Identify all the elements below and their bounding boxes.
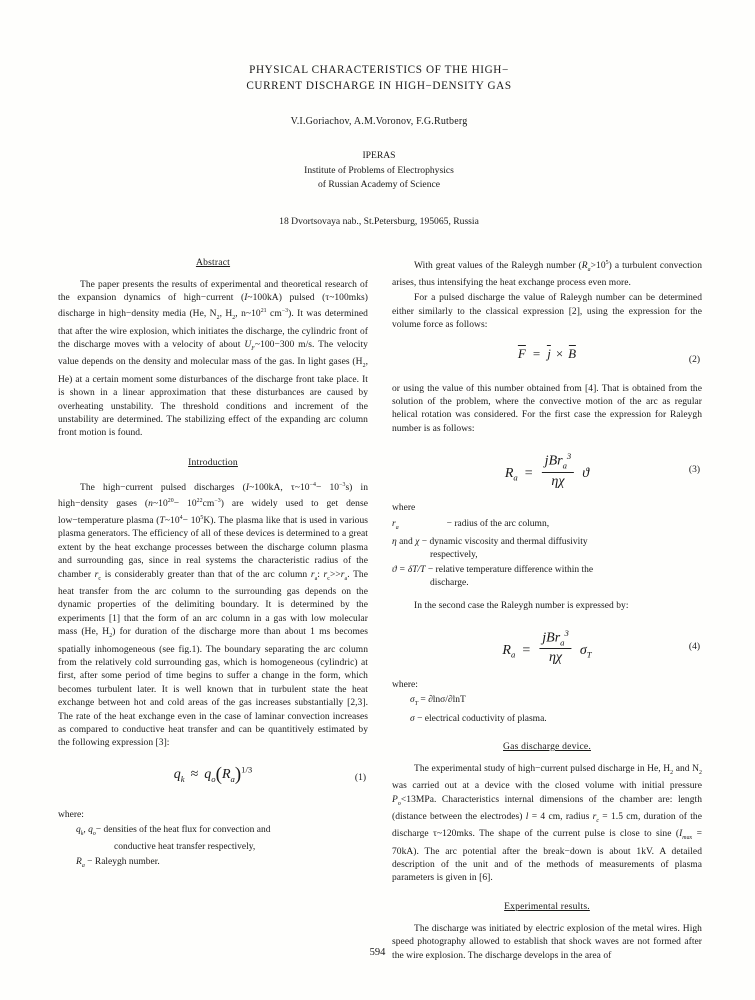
superscript-minus4: −4 (309, 481, 316, 488)
symbol-rc-2: r (323, 569, 328, 580)
eq2-j-vector: j (547, 345, 551, 361)
def-Ra-sub: a (81, 862, 85, 869)
abstract-text-c: , H (219, 309, 233, 320)
eq4-fraction (539, 628, 572, 666)
def-sigma-text: − electrical coductivity of plasma. (414, 713, 547, 724)
symbol-Ra-rc: R (581, 260, 588, 271)
eq1-R: R (221, 766, 231, 782)
page-number: 594 (369, 947, 386, 958)
equation-2-number: (2) (688, 354, 700, 365)
def-chi: χ (415, 536, 420, 547)
def-ra-text: − radius of the arc column, (446, 518, 550, 529)
abstract-text-f: ). It was determined that after the wire explosion, which initiates the discharge, the cylindric front of the discharge moves with a velocity of about (58, 309, 368, 351)
def-and: and (396, 536, 416, 547)
section-heading-introduction: Introduction (188, 456, 238, 468)
symbol-rc-gd-sub: c (596, 817, 600, 824)
affiliation-block (58, 149, 700, 193)
symbol-current: I (244, 292, 248, 303)
raleygh-paragraph (392, 257, 702, 291)
eq4-eta: η (548, 650, 556, 666)
eq1-qo: q (204, 766, 212, 782)
def-theta-text: − relative temperature difference within the (427, 564, 594, 575)
eq4-equals: = (522, 642, 531, 658)
equation-4 (392, 626, 702, 668)
eq1-definition-list (76, 824, 368, 873)
eq1-paren-open: ( (215, 763, 222, 785)
equation-4-expression (502, 628, 591, 666)
title-line-1: PHYSICAL CHARACTERISTICS OF THE HIGH− (249, 64, 509, 76)
eq1-qk-sub: k (180, 773, 185, 784)
def-eta: η (392, 536, 397, 547)
def-qk-sub: k (80, 831, 84, 838)
eq3-j: j (544, 453, 549, 469)
equation-1-number: (1) (354, 772, 366, 783)
introduction-paragraph (58, 479, 368, 751)
symbol-velocity: U (244, 340, 252, 351)
subscript-a-rc: a (587, 266, 591, 273)
symbol-imax: I (679, 829, 683, 840)
gd-h2-sub: 2 (670, 769, 674, 776)
eq3-r-sup: 3 (566, 451, 572, 462)
right-column (392, 257, 702, 964)
def-eta-chi-continuation: respectively, (430, 550, 478, 561)
symbol-ra: r (310, 569, 315, 580)
second-case-paragraph: In the second case the Raleygh number is expressed by: (414, 600, 629, 611)
intro-text-p: ) for duration of the discharge more than about 1 ms becomes spatially inhomogeneous (see fig.1). The boundary separating the arc column from the relatively cold surrounding gas, which is homogeneous (cylindric) at first, after some period of time begins to suffer a change in the form, which becomes turbulent later. It is well known that in turbulent state the heat exchange between hot and cold areas of the gas increases substantially [2,3]. The rate of the heat exchange even in the case of laminar convection increases as compared to conductive heat transfer and can be quantitively estimated by the following expression [3]: (58, 627, 369, 749)
eq3-r: r (557, 453, 563, 469)
eq3-where-label: where (392, 503, 416, 514)
symbol-length: l (525, 812, 529, 823)
title-line-2: CURRENT DISCHARGE IN HIGH−DENSITY GAS (246, 80, 512, 92)
eq4-definition-list (410, 694, 702, 726)
section-heading-experimental: Experimental results. (504, 900, 590, 912)
subscript-front: F (251, 346, 255, 353)
eq3-R-sub: a (513, 472, 518, 483)
intro-text-m: : (317, 569, 324, 580)
definition-theta (392, 564, 702, 591)
symbol-pressure-sub: o (397, 800, 401, 807)
def-q-continuation: conductive heat transfer respectively, (114, 842, 256, 853)
definition-ra (392, 518, 702, 535)
eq3-chi: χ (558, 473, 565, 489)
page-title (169, 62, 589, 94)
subscript-a: a (314, 575, 318, 582)
eq4-sigma: σ (579, 642, 587, 658)
gd-text-a: The experimental study of high−current pulsed discharge in He, H (414, 764, 671, 775)
subscript-c-2: c (327, 575, 330, 582)
def-qk: q (76, 825, 81, 836)
eq3-denominator (542, 473, 575, 490)
symbol-current-intro: I (245, 482, 250, 493)
intro-text-c: − 10 (315, 482, 340, 493)
def-sigma-T-text: = ∂lnσ/∂lnT (417, 695, 466, 706)
eq4-denominator (539, 649, 572, 666)
eq3-B: B (548, 453, 558, 469)
eq1-qo-sub: o (211, 773, 216, 784)
subscript-a-2: a (344, 575, 348, 582)
postal-address: 18 Dvortsovaya nab., St.Petersburg, 195065, Russia (279, 215, 479, 227)
eq3-theta: ϑ (582, 465, 590, 481)
equation-3-number: (3) (688, 465, 700, 476)
intro-text-k: K). The plasma like that is used in various plasma generators. The efficiency of all of these devices is determined to a great extent by the heat exchange processes between the discharge column plasma and surrounding gas, since in real systems the characteristic radius of the chamber (58, 516, 368, 580)
def-qo: q (88, 825, 93, 836)
symbol-rc-gd: r (592, 812, 597, 823)
symbol-density: n (148, 499, 153, 510)
intro-text-g: cm (202, 499, 215, 510)
abstract-text-b: ~100kA) pulsed (τ~100mks) discharge in high−density media (He, N (58, 292, 368, 320)
def-ra-sym-sub: a (395, 524, 399, 531)
eq4-R-sub: a (510, 649, 516, 660)
eq3-R: R (504, 465, 514, 481)
gd-text-b: and N (673, 764, 699, 775)
eq4-r: r (554, 630, 561, 646)
symbol-rc: r (94, 569, 99, 580)
gd-text-g: = 70kA). The arc potential after the break−down is about 1kV. A detailed description of the unit and of the methods of measurements of plasma parameters is given in [6]. (392, 829, 702, 884)
abstract-text-g: ~100−300 m/s. The velocity value depends on the density and molecular mass of the gas. In light gases (H (58, 340, 368, 368)
def-ra-sym: r (392, 518, 396, 529)
abstract-text-h: , He) at a certain moment some disturbances of the discharge front take place. It is shown in a linear approximation that these disturbances are caused by overheating unstability. The threshold conditions and increment of the unstability are determined. The stabilizing effect of the expanding arc column front motion is found. (58, 357, 368, 439)
eq4-sigma-sub: T (586, 649, 592, 660)
gd-text-d: <13MPa. Characteristics internal dimensions of the chamber are: length (distance between the electrodes) (392, 794, 702, 823)
equation-1-expression (174, 764, 252, 786)
eq3-equals: = (524, 465, 533, 481)
title-block (58, 62, 700, 227)
affiliation-line-2: of Russian Academy of Science (317, 179, 441, 190)
body-columns (58, 257, 700, 964)
definition-sigma-T (410, 694, 702, 711)
intro-text-f: − 10 (173, 499, 197, 510)
superscript-5-rc: 5 (605, 259, 609, 266)
superscript-20: 20 (167, 498, 174, 505)
intro-text-b: ~100kA, τ~10 (249, 482, 310, 493)
definition-sigma (410, 713, 702, 726)
subscript-c: c (98, 575, 102, 582)
intro-text-e: ~10 (152, 499, 168, 510)
intro-text-d: s) in high−density gases ( (58, 482, 369, 510)
eq4-where-label: where: (392, 679, 418, 690)
def-Ra: R (76, 856, 82, 867)
equation-3-expression (505, 451, 589, 489)
eq2-equals: = (532, 345, 541, 361)
def-sigma: σ (410, 713, 415, 724)
symbol-pressure: P (392, 794, 398, 805)
after-eq2-paragraph: or using the value of this number obtained from [4]. That is obtained from the solution of the problem, where the convective motion of the arc as regular helical rotation was considered. For the first case the expression for Raleygh number is as follows: (392, 383, 702, 434)
equation-1 (58, 764, 368, 798)
eq4-chi: χ (555, 650, 563, 666)
affiliation-acronym: IPERAS (362, 150, 396, 161)
eq4-j: j (542, 630, 547, 646)
eq3-fraction (542, 451, 575, 489)
subscript-n2: 2 (216, 315, 220, 322)
eq4-r-sup: 3 (564, 627, 569, 638)
section-heading-abstract: Abstract (195, 256, 231, 268)
eq2-B-vector: B (568, 345, 577, 361)
eq3-numerator (542, 451, 575, 472)
eq1-paren-close: ) (234, 763, 242, 785)
intro-text-a: The high−current pulsed discharges ( (80, 482, 246, 493)
eq3-eta: η (551, 473, 559, 489)
section-heading-gas-discharge: Gas discharge device. (503, 741, 591, 753)
left-column (58, 257, 368, 964)
intro-text-l: is considerably greater than that of the arc column (101, 569, 311, 580)
superscript-22: 22 (196, 498, 203, 505)
eq2-cross: × (555, 345, 564, 361)
superscript-minus3-intro: −3 (339, 481, 346, 488)
eq1-qk: q (173, 766, 181, 782)
intro-text-j: − 10 (182, 516, 201, 527)
eq1-R-sub: a (230, 773, 235, 784)
subscript-h2-b: 2 (362, 363, 366, 370)
definition-eta-chi (392, 536, 702, 563)
rc-text-b: >10 (590, 260, 606, 271)
def-q-text: − densities of the heat flux for convection and (95, 825, 271, 836)
def-qo-sub: o (92, 831, 96, 838)
intro-text-o: . The heat transfer from the arc column to the surrounding gas depends on the dynamic properties of the delimiting boundary. It is determined by the experiments [1] that the form of an arc column in a gas with low molecular mass (He, H (58, 569, 369, 638)
eq1-approx: ≈ (190, 766, 199, 782)
abstract-paragraph (58, 279, 368, 441)
equation-2 (392, 346, 702, 372)
equation-3 (392, 449, 702, 491)
intro-text-i: ~10 (164, 516, 180, 527)
operator-much-greater: >> (329, 569, 341, 580)
abstract-text-e: cm (266, 309, 282, 320)
eq4-R: R (502, 642, 511, 658)
experimental-paragraph: The discharge was initiated by electric explosion of the metal wires. High speed photography allowed to establish that shock waves are not formed after the wire explosion. The discharge develops in the area of (392, 923, 702, 961)
superscript-21: 21 (260, 308, 267, 315)
eq1-exponent: 1/3 (241, 764, 253, 775)
subscript-h2-intro: 2 (109, 633, 113, 640)
def-theta-continuation: discharge. (430, 578, 469, 589)
superscript-minus3-cm: −3 (214, 498, 221, 505)
superscript-minus3: −3 (281, 308, 289, 315)
intro-text-h: ) are widely used to get dense low−temperature plasma ( (58, 499, 368, 527)
symbol-temperature: T (159, 516, 165, 527)
equation-4-number: (4) (688, 641, 700, 652)
eq4-numerator (539, 628, 572, 649)
eq2-F-vector: F (517, 345, 526, 361)
def-Ra-text: − Raleygh number. (87, 856, 160, 867)
rc-text-c: ) a turbulent convection arises, thus intensifying the heat exchange process even more. (392, 260, 702, 288)
author-list: V.I.Goriachov, A.M.Voronov, F.G.Rutberg (290, 116, 468, 127)
eq1-where-label: where: (58, 809, 84, 820)
pulsed-discharge-paragraph: For a pulsed discharge the value of Raleygh number can be determined either similarly to the classical expression [2], using the expression for the volume force as follows: (392, 293, 702, 331)
definition-q: $q_k$, $q_o-$ densities of the heat flux for convection and conductive heat transfer respectively, (76, 824, 368, 855)
def-theta-sym: ϑ = δT/T (392, 564, 426, 575)
eq4-B: B (546, 630, 555, 646)
def-sigma-T: σ (410, 695, 415, 706)
rc-text-a: With great values of the Raleygh number ( (414, 260, 582, 271)
gd-n2-sub: 2 (699, 769, 702, 776)
eq3-definition-list (392, 518, 702, 591)
def-sigma-T-sub: T (414, 701, 418, 708)
gd-text-f: = 1.5 cm, duration of the discharge τ~120mks. The shape of the current pulse is close to sine ( (392, 812, 702, 840)
symbol-imax-sub: max (682, 835, 693, 842)
eq4-r-sub: a (560, 637, 565, 648)
eq3-r-sub: a (562, 460, 567, 471)
abstract-text-a: The paper presents the results of experimental and theoretical research of the expansion dynamics of high−current ( (58, 279, 368, 303)
equation-2-expression (518, 346, 576, 362)
superscript-4: 4 (179, 514, 183, 521)
gas-discharge-paragraph (392, 763, 702, 886)
symbol-ra-2: r (340, 569, 345, 580)
def-eta-chi-text: − dynamic viscosity and thermal diffusivity (421, 536, 588, 547)
definition-Ra (76, 856, 368, 873)
gd-text-c: was carried out at a device with the closed volume with initial pressure (392, 781, 702, 792)
affiliation-line-1: Institute of Problems of Electrophysics (304, 164, 454, 176)
subscript-h2: 2 (232, 315, 236, 322)
superscript-5: 5 (200, 514, 204, 521)
gd-text-e: = 4 cm, radius (528, 812, 593, 823)
abstract-text-d: , n~10 (235, 309, 261, 320)
